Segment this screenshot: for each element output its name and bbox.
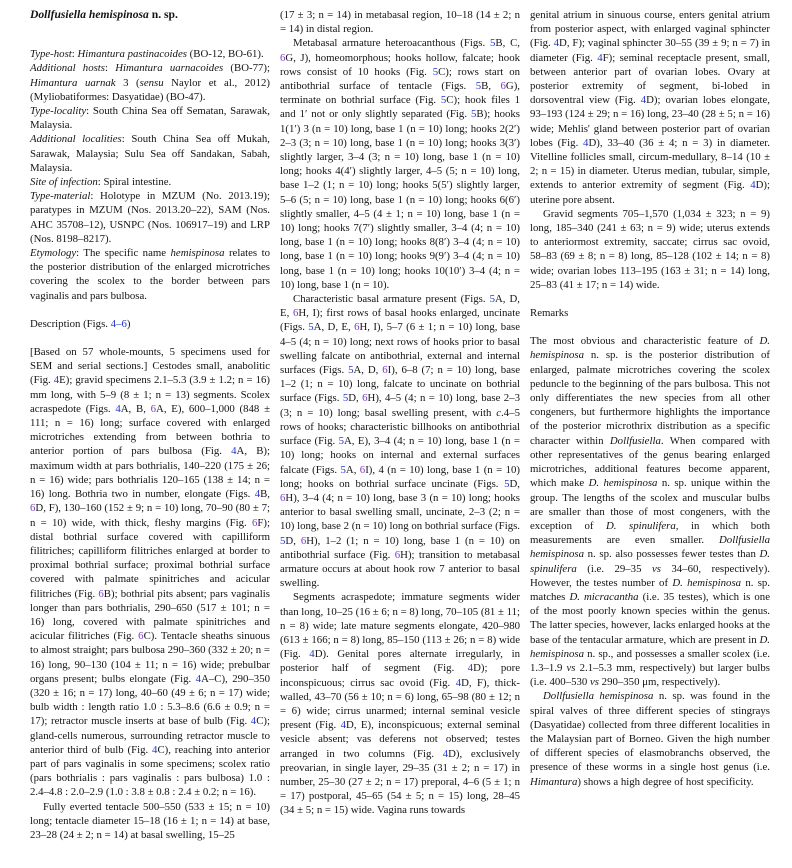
figure-reference-link[interactable]: 5 (504, 477, 510, 490)
figure-reference-link[interactable]: 5 (340, 463, 346, 476)
figure-reference-link[interactable]: 4 (53, 374, 60, 387)
description-heading: Description (Figs. 4–6) (30, 317, 131, 330)
column-right (530, 8, 770, 842)
figure-reference-link[interactable]: 5 (471, 108, 477, 121)
column-center (280, 8, 520, 842)
figure-reference-link[interactable]: 5 (475, 80, 482, 93)
figure-reference-link[interactable]: 5 (489, 37, 496, 50)
figure-reference-link[interactable]: 4 (553, 37, 560, 50)
figure-reference-link[interactable]: 6 (251, 516, 258, 529)
figure-reference-link[interactable]: 6 (138, 630, 144, 643)
figure-reference-link[interactable]: 4 (442, 747, 449, 760)
description-paragraph-2: Fully everted tentacle 500–550 (533 ± 15; n = 10) long; tentacle diameter 15–18 (16 ± 1; n = 14) at base, 23–28 (24 ± 2; n = 14) at basal swelling, 15–25 (30, 800, 270, 841)
description-paragraph-1: [Based on 57 whole-mounts, 5 specimens used for SEM and serial sections.] Cestodes small, anabolitic (Fig. 4E); gravid specimens 2.1–5.3 (3.9 ± 1.2; n = 16) mm long, with 5–9 (8 ± 1; n = 13) segments. Scolex acraspedote (Figs. 4A, B, 6A, E), 600–1,000 (848 ± 111; n = 16) long; surface covered with enlarged microtriches extending from between bothria to anterior portion of pars bulbosa (Fig. 4A, B); maximum width at pars bothrialis, 140–220 (175 ± 26; n = 16) wide; pars bothrialis 120–165 (138 ± 14; n = 16) long. Bothria two in number, elongate (Figs. 4B, 6D, F), 130–160 (152 ± 9; n = 10) long, 70–90 (80 ± 7; n = 10) wide, with thick, fleshy margins (Fig. 6F); distal bothrial surface covered with capilliform filitriches; capilliform filitriches enlarged at border to proximal bothrial surface; proximal bothrial surface covered with palmate spinitriches and acicular filitriches (Fig. 6B); bothrial pits absent; pars vaginalis longer than pars bothrialis, 290–650 (517 ± 101; n = 16) long, covered with palmate spinitriches and acicular filitriches (Fig. 6C). Tentacle sheaths sinuous to almost straight; pars bulbosa 290–360 (332 ± 20; n = 16) long, 90–130 (104 ± 11; n = 16) wide; prebulbar organs present; bulbs elongate (Fig. 4A–C), 290–350 (320 ± 16; n = 17) long, 40–60 (49 ± 6; n = 17) wide; bulb width : length ratio 1.0 : 5.3–8.6 (6.6 ± 0.9; n = 17); retractor muscle inserts at base of bulb (Fig. 4C); gland-cells numerous, surrounding retractor muscle to anterior third of bulb (Fig. 4C), reaching into anterior part of pars vaginalis in some specimens; scolex ratio (pars bothrialis : pars vaginalis : pars bulbosa) 1.0 : 2.4–4.8 : 2.0–2.9 (1.0 : 3.8 ± 0.8 : 2.4 ± 0.2; n = 16). (30, 346, 270, 799)
paper-title: Dollfusiella hemispinosa n. sp. (30, 8, 178, 21)
figure-reference-link[interactable]: 5 (432, 65, 439, 78)
figure-reference-link[interactable]: 6 (500, 80, 506, 93)
figure-reference-link[interactable]: 4 (152, 743, 158, 756)
figure-reference-link[interactable]: 6 (394, 548, 401, 561)
figure-reference-link[interactable]: 4 (640, 94, 647, 107)
figure-reference-link[interactable]: 6 (30, 502, 36, 515)
figure-reference-link[interactable]: 6 (359, 463, 366, 476)
figure-reference-link[interactable]: 5 (280, 534, 286, 547)
metabasal-armature-paragraph: Metabasal armature heteroacanthous (Figs. 5B, C, 6G, J), homeomorphous; hooks hollow, falcate; hook rows consist of 10 hooks (Fig. 5C); rows start on antibothrial surface of tentacle (Figs. 5B, 6G), terminate on bothrial surface (Fig. 5C); hook files 1 and 1′ not or only slightly separated (Fig. 5B); hooks 1(1′) 3 (n = 10) long, base 1 (n = 10) long; hooks 2(2′) 2–3 (3; n = 10) long, base 1 (n = 10) long; hooks 3(3′) slightly larger, 3–4 (3; n = 10) long, base 1 (n = 10) long; hooks 4(4′) slightly larger, 4–5 (5; n = 10) long, base 1–2 (1; n = 10) long; hooks 5(5′) slightly larger, 5–6 (5; n = 10) long, base 1 (n = 10) long; hooks 6(6′) slightly smaller, 4–5 (4 ± 1; n = 10) long, base 1 (n = 10) long; hooks 7(7′) slightly smaller, 3–4 (4; n = 10) long, base 1 (n = 10) long; hooks 8(8′) 3–4 (4; n = 10) long, base 1 (n = 10) long; hooks 9(9′) 3–4 (4; n = 10) long, base 1 (n = 10) long; hooks 10(10′) 3–4 (4; n = 10) long, base 1 (n = 10). (280, 37, 520, 291)
figure-reference-link[interactable]: 4 (467, 662, 474, 675)
figure-reference-link[interactable]: 4 (455, 676, 462, 689)
column-left (30, 8, 270, 842)
figure-reference-link[interactable]: 4 (195, 672, 202, 685)
type-material-line: Type-material: Holotype in MZUM (No. 2013.19); paratypes in MZUM (Nos. 2013.20–22), SAM (Nos. AHC 35708–12), USNPC (Nos. 106917–19) and LRP (Nos. 8198–8217). (30, 190, 270, 245)
figure-reference-link[interactable]: 4 (597, 51, 603, 64)
figure-reference-link[interactable]: 6 (280, 51, 286, 64)
segments-paragraph: Segments acraspedote; immature segments wider than long, 10–25 (16 ± 6; n = 8) long, 70–105 (81 ± 11; n = 8) wide; late mature segments elongate, 420–980 (613 ± 166; n = 8) long, 85–150 (113 ± 26; n = 8) wide (Fig. 4D). Genital pores alternate irregularly, in posterior half of segment (Fig. 4D); pore inconspicuous; cirrus sac ovoid (Fig. 4D, F), thick-walled, 43–70 (56 ± 10; n = 6) long, 65–98 (80 ± 12; n = 6) wide; cirrus unarmed; internal seminal vesicle present (Fig. 4D, E), inconspicuous; external seminal vesicle absent; vas deferens not observed; testes arranged in two columns (Fig. 4D), exclusively preovarian, in single layer, 29–35 (31 ± 2; n = 17) in number, 25–30 (27 ± 2; n = 17) preporal, 4–6 (5 ± 1; n = 17) postporal, 45–65 (54 ± 5; n = 15) long, 28–45 (34 ± 5; n = 15) wide. Vagina runs towards (280, 591, 521, 817)
remarks-heading: Remarks (530, 307, 569, 320)
figure-reference-link[interactable]: 6 (300, 534, 307, 547)
figure-reference-link[interactable]: 4 (340, 719, 347, 732)
basal-armature-paragraph: Characteristic basal armature present (Figs. 5A, D, E, 6H, I); first rows of basal hooks enlarged, uncinate (Figs. 5A, D, E, 6H, I), 5–7 (6 ± 1; n = 10) long, base 4–5 (4; n = 10) long; next rows of hooks prior to basal swelling falcate on antibothrial, external and internal surfaces (Figs. 5A, D, 6I), 6–8 (7; n = 10) long, base 1–2 (1; n = 10) long, falcate to uncinate on bothrial surface (Figs. 5D, 6H), 4–5 (4; n = 10) long, base 2–3 (3; n = 10) long; basal swelling present, with c.4–5 rows of hooks; characteristic billhooks on antibothrial surface (Fig. 5A, E), 3–4 (4; n = 10) long, base 1 (n = 10) long; hooks on internal and external surfaces falcate (Figs. 5A, 6I), 4 (n = 10) long, base 1 (n = 10) long; hooks on bothrial surface uncinate (Figs. 5D, 6H), 3–4 (4; n = 10) long, base 3 (n = 10) long; hooks anterior to basal swelling small, uncinate, 2–3 (2; n = 10) long, base 2 (n = 10) long on bothrial surface (Figs. 5D, 6H), 1–2 (1; n = 10) long, base 1 (n = 10) on antibothrial surface (Fig. 6H); transition to metabasal armature occurs at about hook row 7 anterior to basal swelling. (280, 293, 521, 590)
figure-reference-link[interactable]: 4 (254, 488, 261, 501)
figure-reference-link[interactable]: 6 (382, 364, 388, 377)
figure-reference-link[interactable]: 6 (150, 402, 157, 415)
figure-reference-link[interactable]: 6 (280, 491, 286, 504)
figure-reference-link[interactable]: 4 (231, 445, 237, 458)
figure-reference-link[interactable]: 5 (348, 364, 354, 377)
figure-reference-link[interactable]: 4 (115, 402, 121, 415)
figure-reference-link[interactable]: 4 (309, 648, 315, 661)
figure-reference-link[interactable]: 5 (489, 293, 495, 306)
figure-reference-link[interactable]: 4 (750, 179, 756, 192)
remarks-paragraph-1: The most obvious and characteristic feature of D. hemispinosa n. sp. is the posterior distribution of enlarged, palmate microtriches covering the scolex peduncle to the beginning of the pars bulbosa. This not only differentiates the new species from all other congeners, but furthermore highlights the importance of the posterior microthrix distribution as a specific character within Dollfusiella. When compared with other representatives of the genus bearing enlarged microtriches, additional features become apparent, which make D. hemispinosa n. sp. unique within the group. The lengths of the scolex and muscular bulbs are smaller than those of most congeners, with the exception of D. spinulifera, in which both measurements are even smaller. Dollfusiella hemispinosa n. sp. also possesses fewer testes than D. spinulifera (i.e. 29–35 vs 34–60, respectively). However, the testes number of D. hemispinosa n. sp. matches D. micracantha (i.e. 35 testes), which is one of the most poorly known species within the genus. The latter species, however, lacks enlarged hooks at the base of the tentacular armature, which are present in D. hemispinosa n. sp., and possesses a smaller scolex (i.e. 1.3–1.9 vs 2.1–5.3 mm, respectively) but larger bulbs (i.e. 400–530 vs 290–350 μm, respectively). (530, 335, 771, 689)
three-column-layout (30, 8, 771, 842)
type-host-line: Type-host: Himantura pastinacoides (BO-12, BO-61). (30, 48, 264, 61)
etymology-line: Etymology: The specific name hemispinosa relates to the posterior distribution of the enlarged microtriches covering the scolex to the border between pars vaginalis and pars bulbosa. (30, 247, 270, 302)
figure-reference-link[interactable]: 5 (338, 435, 344, 448)
description-paragraph-2-continued: (17 ± 3; n = 14) in metabasal region, 10–18 (14 ± 2; n = 14) in distal region. (280, 9, 520, 36)
figure-reference-link[interactable]: 6 (354, 321, 360, 334)
figure-reference-link[interactable]: 5 (308, 321, 314, 334)
vagina-paragraph-continued: genital atrium in sinuous course, enters genital atrium from posterior aspect, with enlarged vaginal sphincter (Fig. 4D, F); vaginal sphincter 30–55 (39 ± 9; n = 7) in diameter (Fig. 4F); seminal receptacle present, small, between anterior part of ovarian lobes. Ovary at posterior extremity of segment, bi-lobed in dorsoventral view (Fig. 4D); ovarian lobes elongate, 93–193 (124 ± 29; n = 16) long, 23–40 (28 ± 5; n = 16) wide; Mehlis' gland between posterior part of ovarian lobes (Fig. 4D), 33–40 (36 ± 4; n = 3) in diameter. Vitelline follicles small, circum-medullary, 8–14 (10 ± 2; n = 15) in diameter. Uterus median, tubular, simple, extends to anterior extremity of segment (Fig. 4D); uterine pore absent. (530, 9, 770, 206)
remarks-paragraph-2: Dollfusiella hemispinosa n. sp. was found in the spiral valves of three different species of stingrays (Dasyatidae) collected from three different localities in the Malaysian part of Borneo. Given the high number of different species of elasmobranchs observed, the presence of these worms in a single host genus (i.e. Himantura) shows a high degree of host specificity. (530, 690, 770, 788)
figure-reference-link[interactable]: 4 (583, 136, 589, 149)
figure-reference-link[interactable]: 5 (440, 94, 447, 107)
figure-reference-link[interactable]: 4 (250, 715, 257, 728)
gravid-segments-paragraph: Gravid segments 705–1,570 (1,034 ± 323; n = 9) long, 185–340 (241 ± 63; n = 9) wide; uterus extends to anteriormost extremity, saccate; cirrus sac ovoid, 58–83 (69 ± 8; n = 8) long, 85–128 (102 ± 14; n = 8) wide; ovarian lobes 113–195 (163 ± 31; n = 14) long, 25–83 (41 ± 17; n = 14) wide. (530, 207, 770, 291)
site-of-infection-line: Site of infection: Spiral intestine. (30, 176, 172, 189)
type-locality-line: Type-locality: South China Sea off Sematan, Sarawak, Malaysia. (30, 105, 270, 132)
figure-reference-link[interactable]: 6 (362, 392, 368, 405)
additional-localities-line: Additional localities: South China Sea off Mukah, Sarawak, Malaysia; Sulu Sea off Sandakan, Sabah, Malaysia. (30, 133, 270, 174)
figure-reference-link[interactable]: 4–6 (110, 317, 127, 330)
figure-reference-link[interactable]: 6 (292, 307, 299, 320)
figure-reference-link[interactable]: 5 (342, 392, 349, 405)
additional-hosts-line: Additional hosts: Himantura uarnacoides (BO-77); Himantura uarnak 3 (sensu Naylor et al., 2012) (Myliobatiformes: Dasyatidae) (BO-47). (30, 62, 270, 103)
figure-reference-link[interactable]: 6 (98, 587, 104, 600)
